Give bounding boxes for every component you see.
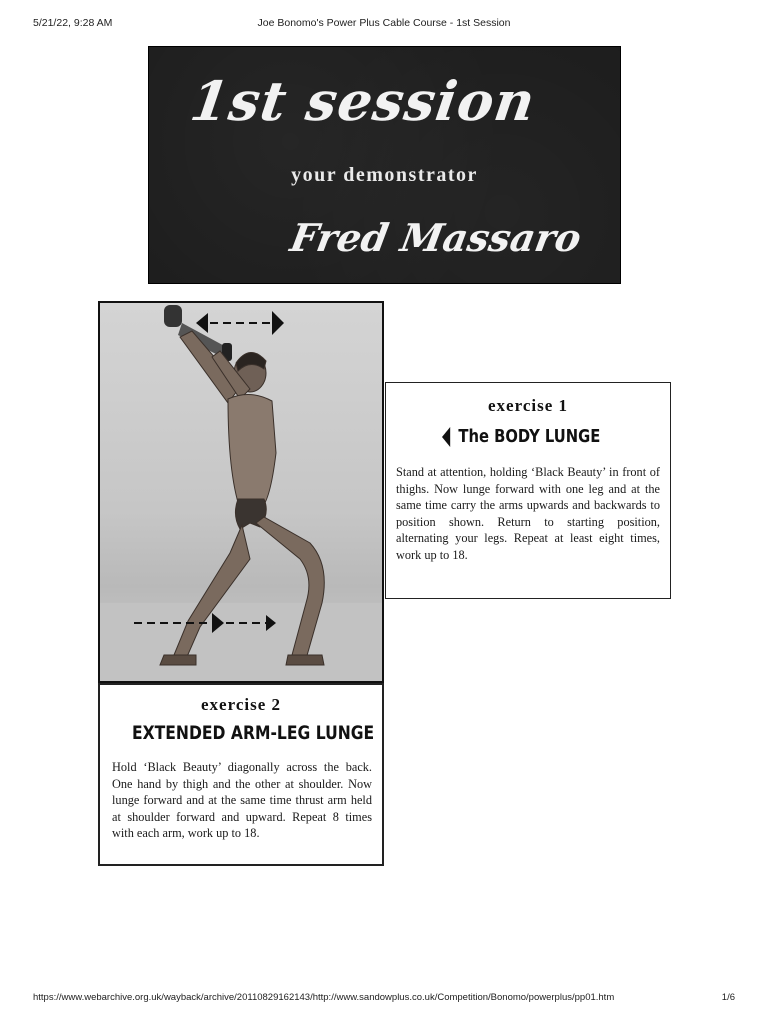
session-title: 1st session <box>186 69 540 133</box>
exercise-1-card <box>385 382 671 599</box>
exercise-2-card <box>98 683 384 866</box>
exercise-2-number: exercise 2 <box>200 695 281 714</box>
page-number: 1/6 <box>721 992 735 1003</box>
demonstrator-label: your demonstrator <box>291 164 478 186</box>
session-banner <box>148 46 621 284</box>
print-header <box>33 17 735 31</box>
floor-shade <box>100 603 382 681</box>
source-url: https://www.webarchive.org.uk/wayback/archive/20110829162143/http://www.sandowplus.co.uk/Competition/Bonomo/powerplus/pp01.htm <box>33 992 615 1003</box>
exercise-1-number: exercise 1 <box>487 396 568 415</box>
print-footer <box>33 992 735 1006</box>
demonstrator-photo <box>98 301 384 683</box>
exercise-1-name-text: The BODY LUNGE <box>458 426 601 447</box>
demonstrator-name: Fred Massaro <box>287 215 585 260</box>
motion-arrow-top <box>196 311 284 335</box>
document-title: Joe Bonomo's Power Plus Cable Course - 1st Session <box>257 17 511 29</box>
exercise-2-name: EXTENDED ARM-LEG LUNGE <box>132 722 375 744</box>
exercise-2-description: Hold ‘Black Beauty’ diagonally across the back. One hand by thigh and the other at shoulder. Now lunge forward and at the same time thrust arm held at shoulder forward and upward. Repeat 8 times with each arm, work up to 18. <box>112 760 372 840</box>
exercise-1-name <box>442 426 629 447</box>
exercise-1-description: Stand at attention, holding ‘Black Beauty’ in front of thighs. Now lunge forward with one leg and at the same time carry the arms upwards and backwards to position shown. Return to starting position, alternating your legs. Repeat at least eight times, work up to 18. <box>396 465 660 562</box>
print-date: 5/21/22, 9:28 AM <box>33 17 113 29</box>
arrow-left-icon <box>442 427 450 447</box>
